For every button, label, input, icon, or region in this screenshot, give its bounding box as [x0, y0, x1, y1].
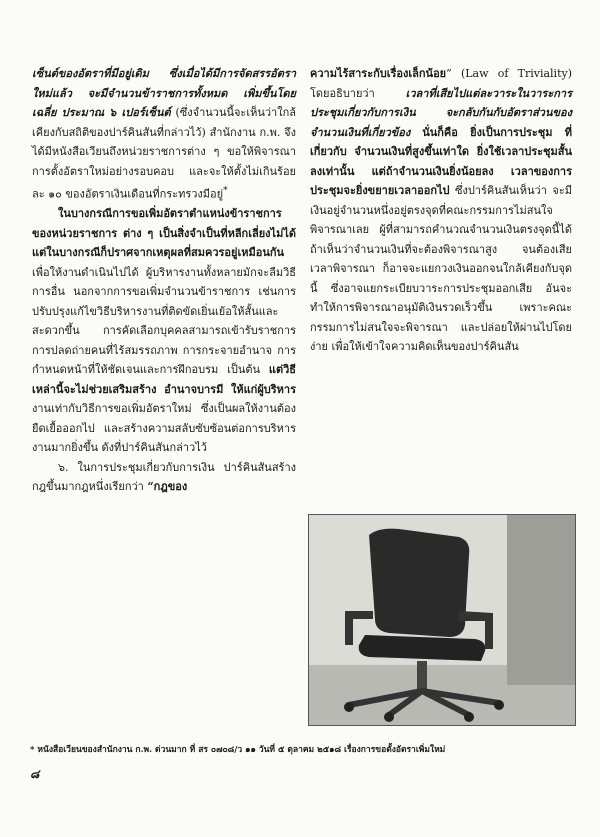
footnote [30, 742, 575, 756]
left-paragraph-3 [32, 458, 296, 497]
left-p1-body: (ซึ่งจำนวนนี้จะเห็นว่าใกล้เคียงกับสถิติของปาร์คินสันที่กล่าวไว้) สำนักงาน ก.พ. จึงได้มีหนังสือเวียนถึงหน่วยราชการต่าง ๆ ขอให้พิจารณาการตั้งอัตราใหม่อย่างรอบคอบ และจะให้ตั้งไม่เกินร้อยละ ๑๐ ของอัตราเงินเดือนที่กระทรวงมีอยู่ [32, 106, 296, 201]
right-p1-bold: นั่นก็คือ ยิ่งเป็นการประชุม ที่ เกี่ยวกับ จำนวนเงินที่สูงขึ้นเท่าใด ยิ่งใช้เวลาประชุมสั้นลงเท่านั้น แต่ถ้าจำนวนเงินยิ่งน้อยลง เวลาของการประชุมจะยิ่งขยายเวลาออกไป [310, 125, 572, 197]
right-paragraph-1 [310, 64, 572, 357]
chair-backrest [369, 529, 469, 637]
right-p1-body: ซึ่งปาร์คินสันเห็นว่า จะมีเงินอยู่จำนวนหนึ่งอยู่ตรงจุดที่คณะกรรมการไม่สนใจพิจารณาเลย ผู้ที่สามารถคำนวณจำนวนเงินตรงจุดนี้ได้ ถ้าเห็นว่าจำนวนเงินที่จะต้องพิจารณาสูง จนต้องเสียเวลาพิจารณา ก็อาจจะแยกวงเงินออกจนใกล้เคียงกับจุดนี้ ซึ่งอาจแยกระเบียบวาระการประชุมออกเสีย อันจะทำให้การพิจารณาอนุมัติเงินรวดเร็วขึ้น เพราะคณะกรรมการไม่สนใจจะพิจารณา และปล่อยให้ผ่านไปโดยง่าย เพื่อให้เข้าใจความคิดเห็นของปาร์คินสัน [310, 184, 572, 353]
left-column [32, 64, 296, 497]
photo-shadow [507, 515, 575, 685]
left-p2-body: เพื่อให้งานดำเนินไปได้ ผู้บริหารงานทั้งหลายมักจะลืมวิธีการอื่น นอกจากการขอเพิ่มจำนวนข้าราชการ เช่นการปรับปรุงแก้ไขวิธีบริหารงานที่ติดขัดเยิ่นเย้อให้สั้นและสะดวกขึ้น การคัดเลือกบุคคลสามารถเข้ารับราชการ การปลดถ่ายคนที่ไร้สมรรถภาพ การกระจายอำนาจ การกำหนดหน้าที่ให้ชัดเจนและการฝึกอบรม เป็นต้น [32, 265, 296, 377]
left-p1-emphasis: เซ็นต์ของอัตราที่มีอยู่เดิม ซึ่งเมื่อได้มีการจัดสรรอัตราใหม่แล้ว จะมีจำนวนข้าราชการทั้งหมด เพิ่มขึ้นโดยเฉลี่ย ประมาณ ๖ เปอร์เซ็นต์ [32, 67, 296, 119]
chair-wheel [464, 712, 474, 722]
law-name: ความไร้สาระกับเรื่องเล็กน้อย [310, 67, 447, 80]
chair-wheel [344, 702, 354, 712]
chair-seat [359, 635, 486, 661]
left-paragraph-2 [32, 204, 296, 458]
left-p2-bold-2: แต่วิธีเหล่านี้จะไม่ช่วยเสริมสร้าง อำนาจบารมี ให้แก่ผู้บริหาร [32, 363, 296, 396]
left-p2-body-2: งานเท่ากับวิธีการขอเพิ่มอัตราใหม่ ซึ่งเป็นผลให้งานต้องยืดเยื้อออกไป และสร้างความสลับซับซ้อนต่อการบริหารงานมากยิ่งขึ้น ดังที่ปาร์คินสันกล่าวไว้ [32, 402, 296, 455]
chair-illustration [309, 515, 575, 725]
right-p1-emphasis: เวลาที่เสียไปแต่ละวาระในวาระการประชุมเกี่ยวกับการเงิน จะกลับกันกับอัตราส่วนของจำนวนเงินที่เกี่ยวข้อง [310, 86, 572, 139]
page-number: ๘ [30, 767, 40, 781]
law-english: ” (Law of Triviality) [446, 67, 572, 80]
left-paragraph-1 [32, 64, 296, 204]
left-p2-bold: ในบางกรณีการขอเพิ่มอัตราตำแหน่งข้าราชการ ของหน่วยราชการ ต่าง ๆ เป็นสิ่งจำเป็นที่หลีกเลี่ยงไม่ได้ แต่ในบางกรณีก็ปราศจากเหตุผลที่สมควรอยู่เหมือนกัน [32, 207, 296, 260]
chair-post [417, 661, 427, 691]
right-p1-intro: โดยอธิบายว่า [310, 86, 375, 100]
left-p3-body: ๖. ในการประชุมเกี่ยวกับการเงิน ปาร์คินสันสร้างกฎขึ้นมากฎหนึ่งเรียกว่า [32, 460, 296, 494]
footnote-text: หนังสือเวียนของสำนักงาน ก.พ. ด่วนมาก ที่ สร ๐๗๐๘/ว ๑๑ วันที่ ๕ ตุลาคม ๒๕๑๘ เรื่องการขอตั้งอัตราเพิ่มใหม่ [37, 745, 446, 755]
office-chair-photo [308, 514, 576, 726]
right-column [310, 64, 572, 357]
chair-wheel [494, 700, 504, 710]
footnote-mark: * [30, 745, 35, 755]
footnote-mark: * [223, 185, 228, 196]
left-p3-bold: “กฎของ [147, 480, 188, 494]
chair-wheel [384, 712, 394, 722]
